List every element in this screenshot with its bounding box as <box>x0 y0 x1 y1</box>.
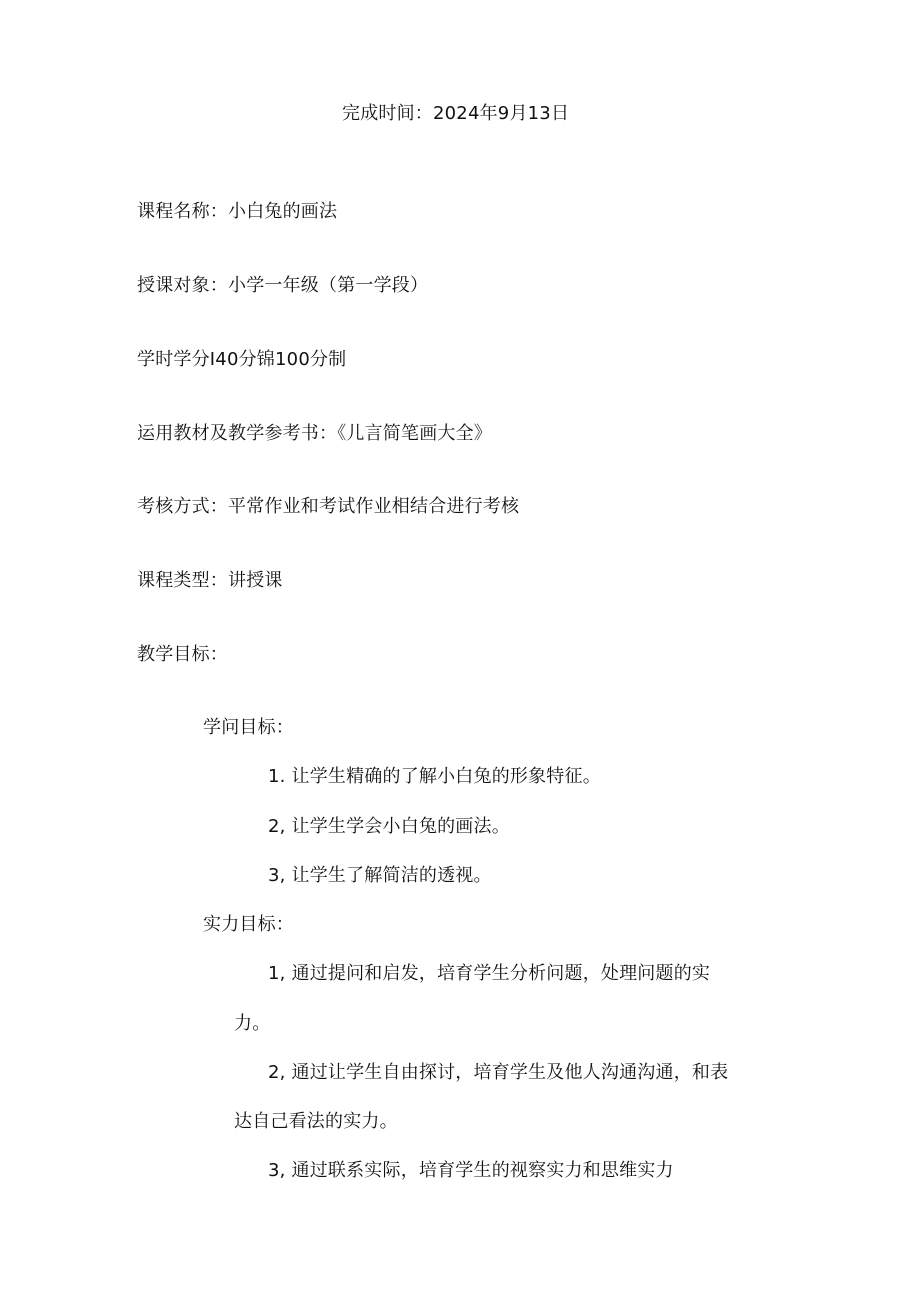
assessment: 考核方式：平常作业和考试作业相结合进行考核 <box>137 496 520 517</box>
ability-item-line: 1, 通过提问和启发，培育学生分析问题，处理问题的实 <box>268 963 711 984</box>
ability-objectives-heading: 实力目标： <box>203 914 294 935</box>
credits: 学时学分I40分锦100分制 <box>137 349 347 370</box>
audience: 授课对象：小学一年级（第一学段） <box>137 275 429 296</box>
ability-item-line: 力。 <box>234 1013 271 1034</box>
ability-item-line: 2, 通过让学生自由探讨，培育学生及他人沟通沟通，和表 <box>268 1062 729 1083</box>
ability-item-line: 达自己看法的实力。 <box>234 1111 398 1132</box>
knowledge-item: 2, 让学生学会小白兔的画法。 <box>268 816 510 837</box>
textbook: 运用教材及教学参考书：《儿言简笔画大全》 <box>137 423 492 444</box>
objectives-heading: 教学目标： <box>137 644 228 665</box>
ability-item-line: 3, 通过联系实际，培育学生的视察实力和思维实力 <box>268 1160 674 1181</box>
knowledge-objectives-heading: 学问目标： <box>203 717 294 738</box>
knowledge-item: 1. 让学生精确的了解小白兔的形象特征。 <box>268 766 601 787</box>
knowledge-item: 3, 让学生了解简洁的透视。 <box>268 865 492 886</box>
course-name: 课程名称：小白兔的画法 <box>137 201 338 222</box>
completion-time: 完成时间：2024年9月13日 <box>342 103 570 124</box>
course-type: 课程类型：讲授课 <box>137 570 283 591</box>
